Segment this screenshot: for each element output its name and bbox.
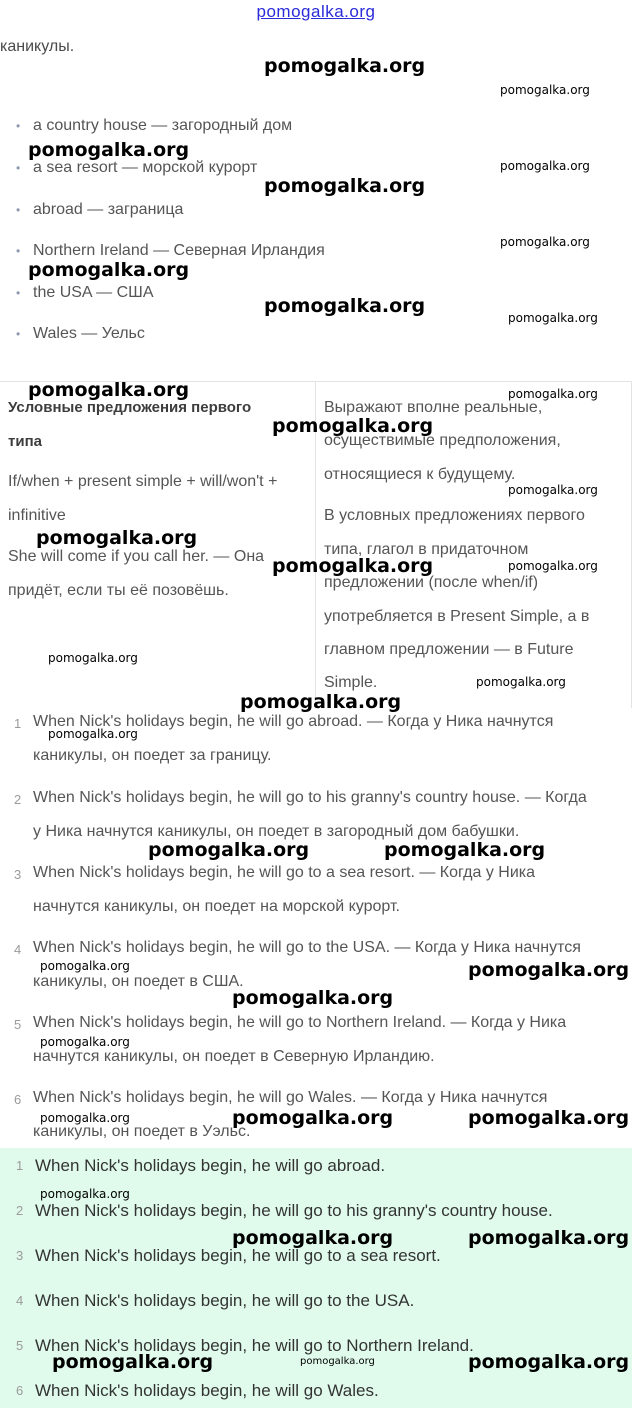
- answer-item: [0, 864, 632, 934]
- answer-line: When Nick's holidays begin, he will go Wales.: [35, 1381, 379, 1400]
- answer-line: When Nick's holidays begin, he will go to his granny's country house. — Когда: [33, 789, 587, 806]
- answer-number: 6: [14, 1092, 22, 1107]
- answer-line: When Nick's holidays begin, he will go abroad.: [35, 1156, 386, 1175]
- vocab-item: • a sea resort — морской курорт: [16, 159, 258, 176]
- watermark: pomogalka.org: [264, 175, 426, 197]
- watermark: pomogalka.org: [384, 839, 546, 861]
- watermark: pomogalka.org: [508, 483, 598, 497]
- watermark: pomogalka.org: [36, 527, 198, 549]
- answer-item: [0, 1014, 632, 1084]
- answer-line: каникулы, он поедет за границу.: [33, 747, 272, 764]
- watermark: pomogalka.org: [300, 1356, 375, 1367]
- answer-number: 3: [14, 867, 22, 882]
- answer-line: When Nick's holidays begin, he will go Wales. — Когда у Ника начнутся: [33, 1089, 548, 1106]
- watermark: pomogalka.org: [500, 235, 590, 249]
- answer-number: 1: [16, 1158, 24, 1173]
- grammar-title: Условные предложения первого: [8, 399, 252, 416]
- grammar-desc-line: Выражают вполне реальные,: [324, 399, 543, 416]
- answer-number: 2: [16, 1203, 24, 1218]
- grammar-desc-line: употребляется в Present Simple, а в: [324, 608, 590, 625]
- answer-number: 3: [16, 1248, 24, 1263]
- watermark: pomogalka.org: [48, 727, 138, 741]
- grammar-desc-line: относящиеся к будущему.: [324, 466, 516, 483]
- bullet-icon: •: [16, 327, 21, 341]
- site-header-link[interactable]: pomogalka.org: [256, 2, 376, 21]
- watermark: pomogalka.org: [232, 1227, 394, 1249]
- answer-line: начнутся каникулы, он поедет в Северную Ирландию.: [33, 1048, 435, 1065]
- bullet-icon: •: [16, 161, 21, 175]
- watermark: pomogalka.org: [232, 1107, 394, 1129]
- watermark: pomogalka.org: [264, 295, 426, 317]
- grammar-example: She will come if you call her. — Она: [8, 548, 265, 565]
- grammar-desc-line: осуществимые предположения,: [324, 432, 561, 449]
- watermark: pomogalka.org: [476, 675, 566, 689]
- watermark: pomogalka.org: [500, 83, 590, 97]
- watermark: pomogalka.org: [264, 55, 426, 77]
- watermark: pomogalka.org: [468, 1107, 630, 1129]
- vocab-item: • abroad — заграница: [16, 201, 184, 218]
- vocab-item: • the USA — США: [16, 284, 154, 301]
- answer-number: 1: [14, 716, 22, 731]
- watermark: pomogalka.org: [148, 839, 310, 861]
- grammar-formula: infinitive: [8, 507, 66, 524]
- vocab-item: • Northern Ireland — Северная Ирландия: [16, 242, 325, 259]
- answer-line: When Nick's holidays begin, he will go abroad. — Когда у Ника начнутся: [33, 713, 554, 730]
- grammar-formula: If/when + present simple + will/won't +: [8, 473, 278, 490]
- intro-text: каникулы.: [0, 38, 75, 55]
- watermark: pomogalka.org: [28, 139, 190, 161]
- grammar-desc-line: типа, глагол в придаточном: [324, 541, 529, 558]
- bullet-icon: •: [16, 286, 21, 300]
- answer-line: When Nick's holidays begin, he will go to Northern Ireland.: [35, 1336, 474, 1355]
- watermark: pomogalka.org: [468, 1227, 630, 1249]
- grammar-desc-line: предложении (после when/if): [324, 574, 539, 591]
- vocab-item: • a country house — загородный дом: [16, 117, 293, 134]
- answer-line: каникулы, он поедет в Уэльс.: [33, 1123, 251, 1140]
- answer-line: When Nick's holidays begin, he will go to the USA. — Когда у Ника начнутся: [33, 939, 581, 956]
- answer-line: When Nick's holidays begin, he will go to Northern Ireland. — Когда у Ника: [33, 1014, 567, 1031]
- grammar-title: типа: [8, 433, 42, 450]
- grammar-example: придёт, если ты её позовёшь.: [8, 582, 229, 599]
- watermark: pomogalka.org: [40, 959, 130, 973]
- answer-number: 2: [14, 792, 22, 807]
- grammar-desc-line: главном предложении — в Future: [324, 641, 574, 658]
- answer-line: начнутся каникулы, он поедет на морской курорт.: [33, 898, 400, 915]
- answer-number: 5: [16, 1338, 24, 1353]
- answer-line: When Nick's holidays begin, he will go to a sea resort.: [35, 1246, 441, 1265]
- watermark: pomogalka.org: [508, 311, 598, 325]
- watermark: pomogalka.org: [28, 379, 190, 401]
- watermark: pomogalka.org: [232, 987, 394, 1009]
- watermark: pomogalka.org: [272, 415, 434, 437]
- watermark: pomogalka.org: [48, 651, 138, 665]
- watermark: pomogalka.org: [240, 691, 402, 713]
- answer-line: у Ника начнутся каникулы, он поедет в загородный дом бабушки.: [33, 823, 520, 840]
- watermark: pomogalka.org: [508, 559, 598, 573]
- watermark: pomogalka.org: [272, 555, 434, 577]
- bullet-icon: •: [16, 203, 21, 217]
- answer-line: When Nick's holidays begin, he will go to his granny's country house.: [35, 1201, 553, 1220]
- watermark: pomogalka.org: [40, 1187, 130, 1201]
- grammar-desc-line: В условных предложениях первого: [324, 507, 585, 524]
- grammar-desc-line: Simple.: [324, 674, 378, 691]
- watermark: pomogalka.org: [40, 1111, 130, 1125]
- answer-line: каникулы, он поедет в США.: [33, 973, 244, 990]
- vocab-item: • Wales — Уельс: [16, 325, 145, 342]
- watermark: pomogalka.org: [468, 1351, 630, 1373]
- answer-number: 4: [14, 942, 22, 957]
- answer-number: 4: [16, 1293, 24, 1308]
- answer-line: When Nick's holidays begin, he will go to the USA.: [35, 1291, 415, 1310]
- bullet-icon: •: [16, 244, 21, 258]
- answer-line: When Nick's holidays begin, he will go to a sea resort. — Когда у Ника: [33, 864, 535, 881]
- watermark: pomogalka.org: [52, 1351, 214, 1373]
- answer-item: [0, 713, 632, 783]
- answer-number: 5: [14, 1017, 22, 1032]
- watermark: pomogalka.org: [500, 159, 590, 173]
- watermark: pomogalka.org: [40, 1035, 130, 1049]
- watermark: pomogalka.org: [28, 259, 190, 281]
- watermark: pomogalka.org: [468, 959, 630, 981]
- watermark: pomogalka.org: [508, 387, 598, 401]
- answer-number: 6: [16, 1383, 24, 1398]
- bullet-icon: •: [16, 119, 21, 133]
